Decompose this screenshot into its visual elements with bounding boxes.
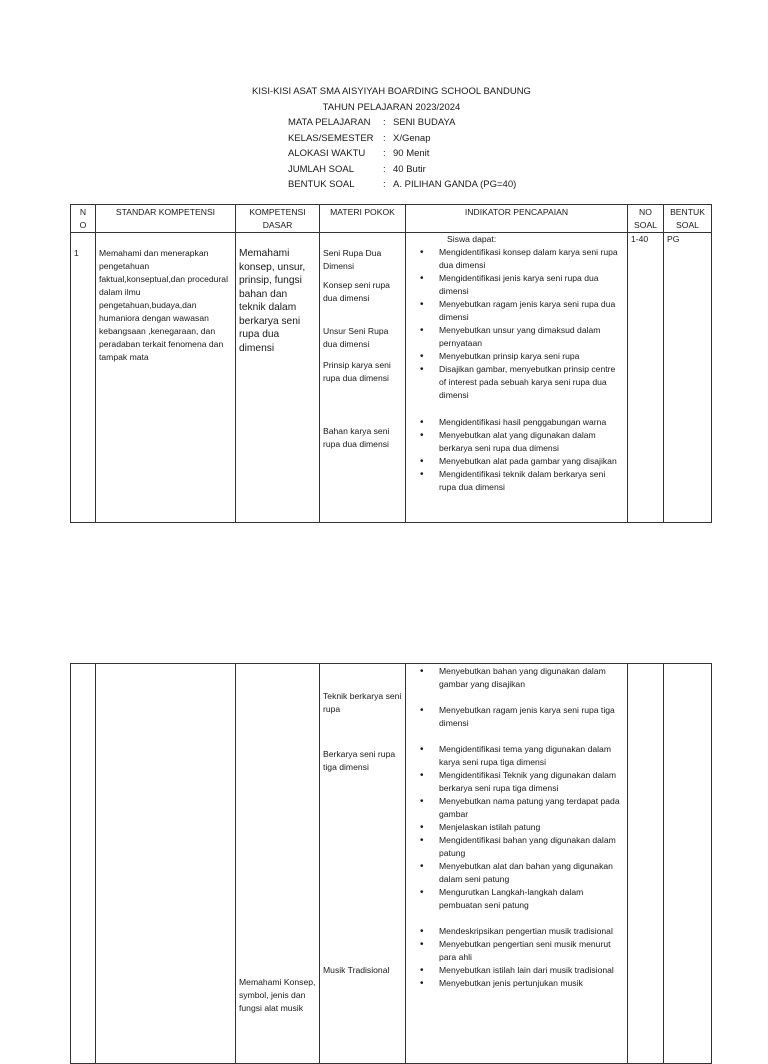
list-item: • Mengurutkan Langkah-langkah dalam pembuatan seni patung xyxy=(409,886,624,912)
cell-kompetensi-dasar: Memahami Konsep, symbol, jenis dan fungsi alat musik xyxy=(236,664,320,1064)
list-item: • Mendeskripsikan pengertian musik tradisional xyxy=(409,925,624,938)
list-item: • Menyebutkan unsur yang dimaksud dalam pernyataan xyxy=(409,324,624,350)
list-item: • Menyebutkan alat yang digunakan dalam berkarya seni rupa dua dimensi xyxy=(409,429,624,455)
indikator-list xyxy=(409,665,624,691)
cell-materi-pokok: Teknik berkarya seni rupa Berkarya seni rupa tiga dimensi Musik Tradisional xyxy=(320,664,406,1064)
list-item: • Menyebutkan ragam jenis karya seni rupa dua dimensi xyxy=(409,298,624,324)
document-title: KISI-KISI ASAT SMA AISYIYAH BOARDING SCHOOL BANDUNG xyxy=(252,86,531,97)
exam-info xyxy=(288,115,768,193)
cell-materi-pokok: Seni Rupa Dua Dimensi Konsep seni rupa dua dimensi Unsur Seni Rupa dua dimensi Prinsip karya seni rupa dua dimensi Bahan karya seni rupa dua dimensi xyxy=(320,233,406,523)
cell-kompetensi-dasar: Memahami konsep, unsur, prinsip, fungsi bahan dan teknik dalam berkarya seni rupa dua dimensi xyxy=(236,233,320,523)
indikator-list xyxy=(409,704,624,730)
indikator-list xyxy=(409,925,624,990)
col-header-materi-pokok: MATERI POKOK xyxy=(320,205,406,233)
info-row: JUMLAH SOAL : 40 Butir xyxy=(288,163,426,175)
col-header-no: N O xyxy=(71,205,96,233)
list-item: • Menyebutkan istilah lain dari musik tradisional xyxy=(409,964,624,977)
col-header-no-soal: NO SOAL xyxy=(628,205,664,233)
list-item: • Menyebutkan ragam jenis karya seni rupa tiga dimensi xyxy=(409,704,624,730)
kisi-kisi-table xyxy=(70,204,712,523)
document-header xyxy=(0,84,768,193)
cell-bentuk-soal: PG xyxy=(664,233,712,523)
table-header-row xyxy=(71,205,712,233)
cell-no-soal: 1-40 xyxy=(628,233,664,523)
indikator-list xyxy=(409,246,624,402)
col-header-standar-kompetensi: STANDAR KOMPETENSI xyxy=(96,205,236,233)
list-item: • Mengidentifikasi jenis karya seni rupa dua dimensi xyxy=(409,272,624,298)
list-item: • Mengidentifikasi konsep dalam karya seni rupa dua dimensi xyxy=(409,246,624,272)
kisi-kisi-table-continued xyxy=(70,663,712,1064)
list-item: • Menjelaskan istilah patung xyxy=(409,821,624,834)
cell-bentuk-soal xyxy=(664,664,712,1064)
cell-indikator: Siswa dapat: • Mengidentifikasi konsep dalam karya seni rupa dua dimensi • Mengidentifikasi jenis karya seni rupa dua dimensi • Menyebutkan ragam jenis karya seni rupa dua dimensi • Menyebutkan unsur yang dimaksud dalam pernyataan • Menyebutkan prinsip karya seni rupa • Disajikan gambar, menyebutkan prinsip centre of interest pada sebuah karya seni rupa dua dimensi • Mengidentifikasi hasil penggabungan warna • Menyebutkan alat yang digunakan dalam berkarya seni rupa dua dimensi • Menyebutkan alat pada gambar yang disajikan • Mengidentifikasi teknik dalam berkarya seni rupa dua dimensi xyxy=(406,233,628,523)
list-item: • Menyebutkan bahan yang digunakan dalam gambar yang disajikan xyxy=(409,665,624,691)
list-item: • Menyebutkan pengertian seni musik menurut para ahli xyxy=(409,938,624,964)
table-row xyxy=(71,664,712,1064)
list-item: • Menyebutkan alat pada gambar yang disajikan xyxy=(409,455,624,468)
list-item: • Menyebutkan jenis pertunjukan musik xyxy=(409,977,624,990)
list-item: • Mengidentifikasi tema yang digunakan dalam karya seni rupa tiga dimensi xyxy=(409,743,624,769)
col-header-indikator: INDIKATOR PENCAPAIAN xyxy=(406,205,628,233)
list-item: • Mengidentifikasi bahan yang digunakan dalam patung xyxy=(409,834,624,860)
info-row: KELAS/SEMESTER : X/Genap xyxy=(288,132,431,144)
cell-standar-kompetensi xyxy=(96,664,236,1064)
cell-no-soal xyxy=(628,664,664,1064)
list-item: • Menyebutkan alat dan bahan yang digunakan dalam seni patung xyxy=(409,860,624,886)
cell-standar-kompetensi: Memahami dan menerapkan pengetahuan faktual,konseptual,dan procedural dalam ilmu pengetahuan,budaya,dan humaniora dengan wawasan kebangsaan ,kenegaraan, dan peradaban terkait fenomena dan tampak mata xyxy=(96,233,236,523)
list-item: • Mengidentifikasi Teknik yang digunakan dalam berkarya seni rupa tiga dimensi xyxy=(409,769,624,795)
col-header-bentuk-soal: BENTUK SOAL xyxy=(664,205,712,233)
table-row xyxy=(71,233,712,523)
cell-indikator xyxy=(406,664,628,1064)
list-item: • Disajikan gambar, menyebutkan prinsip centre of interest pada sebuah karya seni rupa dua dimensi xyxy=(409,363,624,402)
list-item: • Mengidentifikasi teknik dalam berkarya seni rupa dua dimensi xyxy=(409,468,624,494)
col-header-kompetensi-dasar: KOMPETENSI DASAR xyxy=(236,205,320,233)
indikator-list xyxy=(409,743,624,912)
info-row: MATA PELAJARAN : SENI BUDAYA xyxy=(288,117,456,128)
academic-year: TAHUN PELAJARAN 2023/2024 xyxy=(322,101,461,113)
cell-no: 1 xyxy=(71,233,96,523)
cell-no xyxy=(71,664,96,1064)
info-row: BENTUK SOAL : A. PILIHAN GANDA (PG=40) xyxy=(288,179,517,190)
list-item: • Menyebutkan nama patung yang terdapat pada gambar xyxy=(409,795,624,821)
list-item: • Mengidentifikasi hasil penggabungan warna xyxy=(409,416,624,429)
indikator-list xyxy=(409,416,624,494)
info-row: ALOKASI WAKTU : 90 Menit xyxy=(288,148,430,159)
list-item: • Menyebutkan prinsip karya seni rupa xyxy=(409,350,624,363)
